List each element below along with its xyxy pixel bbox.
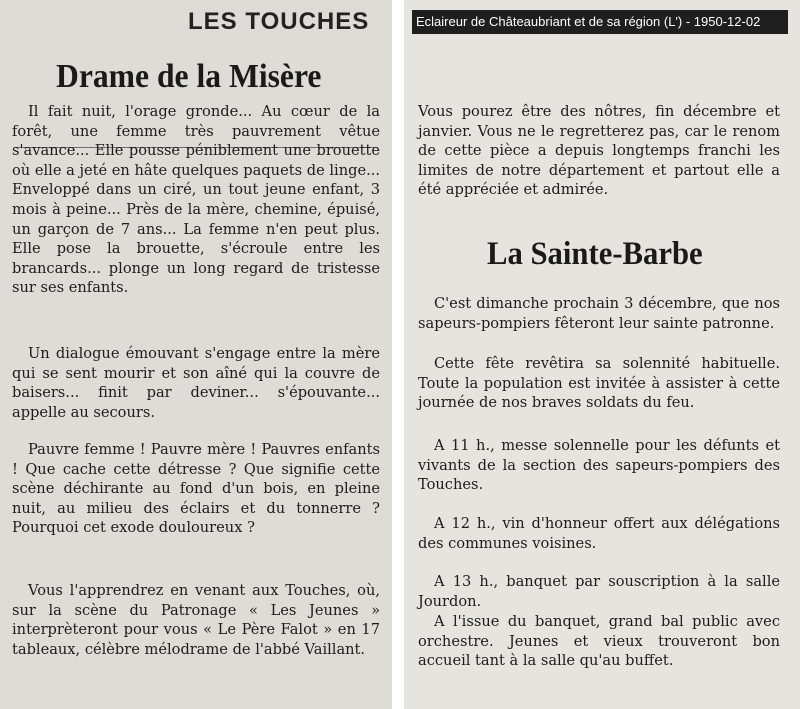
article-paragraph: A 11 h., messe solennelle pour les défunts et vivants de la section des sapeurs-pompiers des Touches. [418,437,780,494]
article-paragraph: A 12 h., vin d'honneur offert aux délégations des communes voisines. [418,515,780,552]
section-label: LES TOUCHES [188,8,370,35]
article-paragraph: Vous l'apprendrez en venant aux Touches, où, sur la scène du Patronage « Les Jeunes » interprèteront pour vous « Le Père Falot » en 17 tableaux, célèbre mélodrame de l'abbé Vaillant. [12,582,380,658]
article-paragraph: Pauvre femme ! Pauvre mère ! Pauvres enfants ! Que cache cette détresse ? Que signifie cette scène déchirante au fond d'un bois, en pleine nuit, au milieu des éclairs et du tonnerre ? Pourquoi cet exode douloureux ? [12,441,380,537]
right-headline: La Sainte-Barbe [487,236,703,272]
article-paragraph: Un dialogue émouvant s'engage entre la mère qui se sent mourir et son aîné qui la couvre de baisers... finit par deviner... s'épouvante... appelle au secours. [12,345,380,421]
article-paragraph: Cette fête revêtira sa solennité habituelle. Toute la population est invitée à assister à cette journée de nos braves soldats du feu. [418,355,780,412]
article-paragraph: C'est dimanche prochain 3 décembre, que nos sapeurs-pompiers fêteront leur sainte patronne. [418,295,780,332]
article-paragraph: Il fait nuit, l'orage gronde... Au cœur de la forêt, une femme très pauvrement vêtue s'avance... Elle pousse péniblement une brouette où elle a jeté en hâte quelques paquets de linge... Enveloppé dans un ciré, un tout jeune enfant, 3 mois à peine... Près de la mère, chemine, épuisé, un garçon de 7 ans... La femme n'en peut plus. Elle pose la brouette, s'écroule entre les brancards... plonge un long regard de tristesse sur ses enfants. [12,103,380,297]
left-clipping [0,0,392,709]
continuation-paragraph: Vous pourez être des nôtres, fin décembre et janvier. Vous ne le regretterez pas, car le renom de cette pièce a depuis longtemps franchi les limites de notre département et partout elle a été appréciée et admirée. [418,103,780,199]
article-paragraph: A l'issue du banquet, grand bal public avec orchestre. Jeunes et vieux trouveront bon accueil tant à la salle qu'au buffet. [418,613,780,670]
left-headline: Drame de la Misère [56,58,322,95]
right-clipping [404,0,800,709]
source-caption: Eclaireur de Châteaubriant et de sa région (L') - 1950-12-02 [412,10,788,34]
article-paragraph: A 13 h., banquet par souscription à la salle Jourdon. [418,573,780,610]
